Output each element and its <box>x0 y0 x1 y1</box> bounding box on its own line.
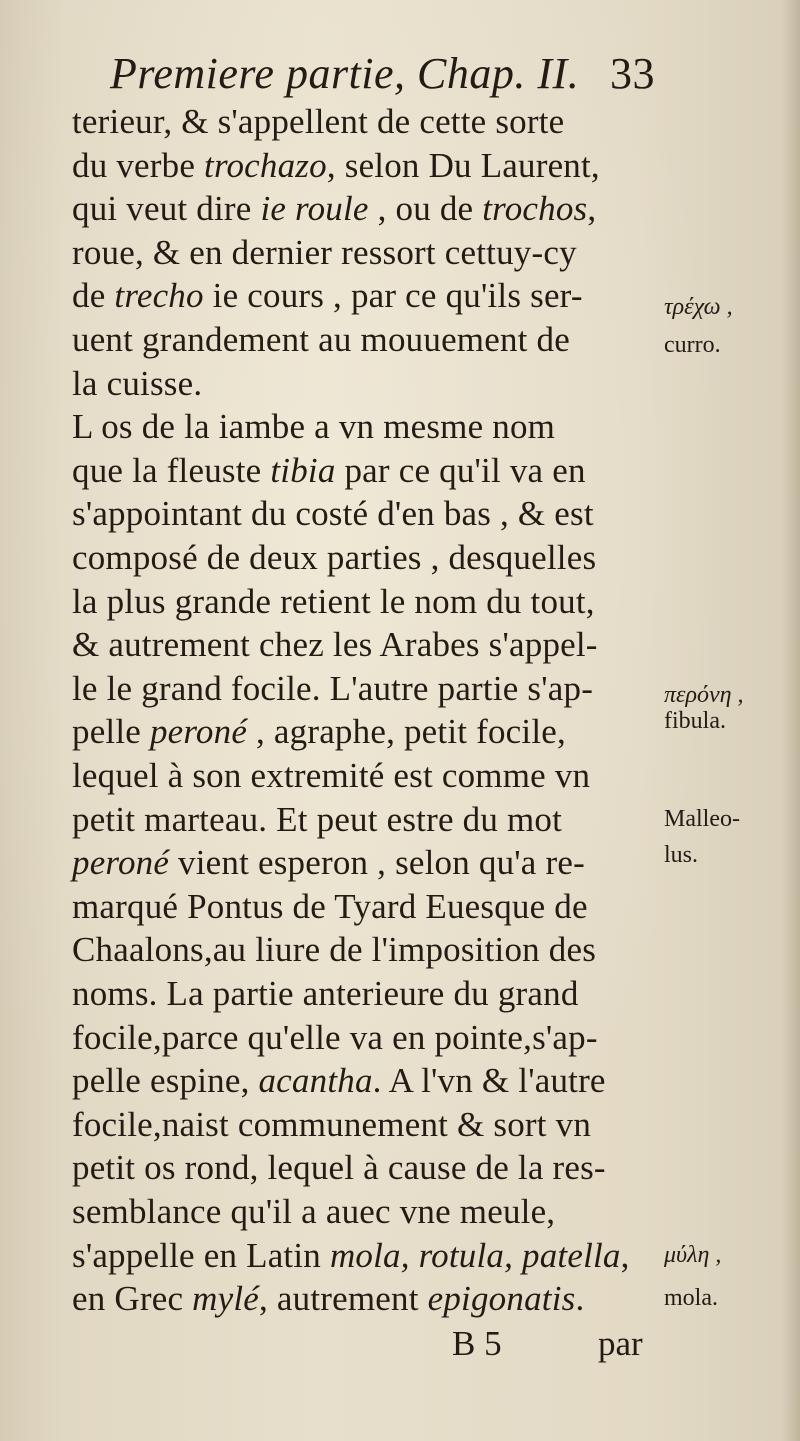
margin-latin-term: fibula. <box>664 708 726 734</box>
text-line: semblance qu'il a auec vne meule, <box>72 1192 556 1231</box>
catchword: par <box>598 1324 643 1363</box>
text-line: s'appelle en Latin mola, rotula, patella, <box>72 1235 630 1275</box>
margin-latin-term: curro. <box>664 332 721 358</box>
margin-latin-term: mola. <box>664 1285 718 1311</box>
text-line: petit marteau. Et peut estre du mot <box>72 799 563 839</box>
text-line: peroné vient esperon , selon qu'a re- <box>72 843 585 883</box>
text-line: la plus grande retient le nom du tout, <box>72 581 595 621</box>
text-line: & autrement chez les Arabes s'appel- <box>72 625 598 665</box>
signature-mark: B 5 <box>452 1324 502 1363</box>
italic-term: tibia <box>270 450 336 490</box>
margin-latin-term: lus. <box>664 842 699 868</box>
text-line: noms. La partie anterieure du grand <box>72 974 579 1013</box>
margin-greek-term: μύλη , <box>664 1242 722 1268</box>
italic-term: trochazo <box>204 145 327 185</box>
text-line: roue, & en dernier ressort cettuy-cy <box>72 232 577 272</box>
italic-term: mylé <box>192 1279 260 1319</box>
margin-greek-term: περόνη , <box>664 682 744 708</box>
text-line: focile,parce qu'elle va en pointe,s'ap- <box>72 1017 598 1057</box>
text-line: qui veut dire ie roule , ou de trochos, <box>72 189 597 229</box>
text-line: que la fleuste tibia par ce qu'il va en <box>72 450 586 490</box>
italic-term: mola, rotula, patella <box>329 1235 621 1275</box>
text-line: du verbe trochazo, selon Du Laurent, <box>72 145 600 185</box>
text-line: en Grec mylé, autrement epigonatis. <box>72 1279 585 1319</box>
italic-term: trecho <box>114 276 204 316</box>
page-edge-shadow <box>782 0 800 1441</box>
margin-latin-term: Malleo- <box>664 806 740 832</box>
text-line: s'appointant du costé d'en bas , & est <box>72 494 594 534</box>
text-line: lequel à son extremité est comme vn <box>72 756 591 795</box>
text-line: composé de deux parties , desquelles <box>72 538 597 577</box>
italic-term: trochos <box>482 189 588 229</box>
text-line: petit os rond, lequel à cause de la res- <box>72 1148 606 1188</box>
italic-term: epigonatis <box>427 1279 576 1319</box>
running-title: Premiere partie, Chap. II. <box>110 49 580 98</box>
margin-greek-term: τρέχω , <box>664 294 733 320</box>
text-line: de trecho ie cours , par ce qu'ils ser- <box>72 276 583 316</box>
running-header <box>110 48 670 108</box>
text-line: Chaalons,au liure de l'imposition des <box>72 930 597 970</box>
text-line: terieur, & s'appellent de cette sorte <box>72 102 565 141</box>
text-line: la cuisse. <box>72 363 203 403</box>
italic-term: acantha <box>258 1061 373 1101</box>
text-line: uent grandement au mouuement de <box>72 320 570 359</box>
text-line: pelle espine, acantha. A l'vn & l'autre <box>72 1061 606 1101</box>
text-line: pelle peroné , agraphe, petit focile, <box>72 712 566 752</box>
page-number: 33 <box>610 49 655 98</box>
italic-term: peroné <box>72 843 170 883</box>
italic-term: peroné <box>149 712 248 752</box>
text-line: L os de la iambe a vn mesme nom <box>72 407 556 447</box>
text-line: marqué Pontus de Tyard Euesque de <box>72 886 588 926</box>
text-line: focile,naist communement & sort vn <box>72 1104 592 1144</box>
italic-term: ie roule <box>260 189 369 229</box>
text-line: le le grand focile. L'autre partie s'ap- <box>72 668 594 708</box>
